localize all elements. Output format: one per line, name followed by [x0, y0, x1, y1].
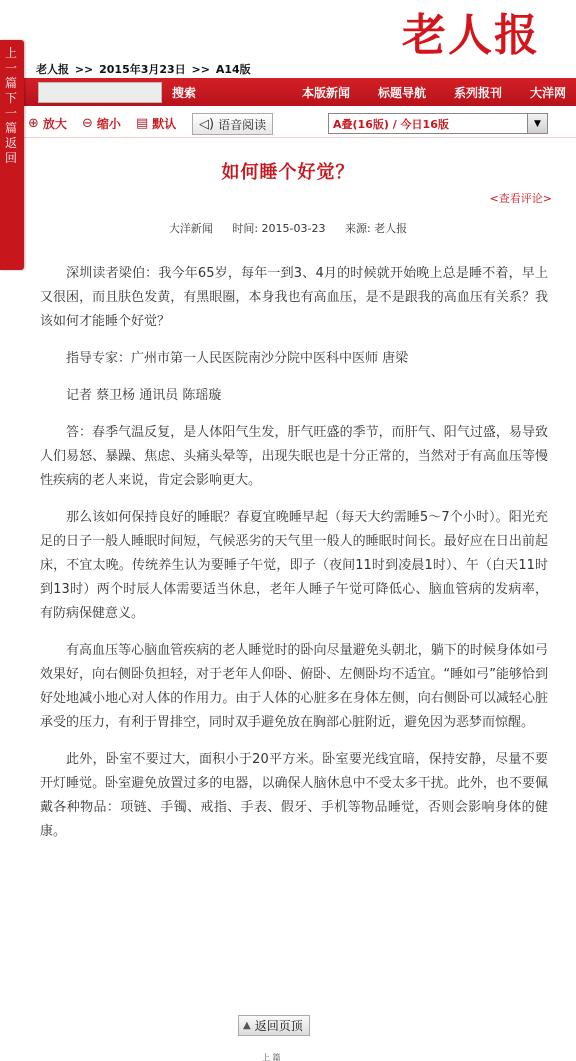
- default-size-button[interactable]: [136, 115, 176, 132]
- edition-select[interactable]: [328, 113, 548, 134]
- nav-item-dayoo[interactable]: 大洋网: [529, 86, 566, 100]
- speaker-icon: ◁): [199, 116, 215, 132]
- nav-item-series[interactable]: 系列报刊: [453, 86, 502, 100]
- breadcrumb-sep: >>: [191, 63, 210, 76]
- document-icon: ▤: [136, 116, 149, 131]
- article-toolbar: [24, 110, 576, 138]
- default-size-label: 默认: [152, 117, 177, 131]
- nav-item-this-page-news[interactable]: 本版新闻: [301, 86, 350, 100]
- article-paragraph: 指导专家：广州市第一人民医院南沙分院中医科中医师 唐梁: [66, 351, 409, 366]
- breadcrumb-paper[interactable]: 老人报: [36, 63, 69, 76]
- edition-selected-value: A叠(16版) / 今日16版: [333, 117, 449, 131]
- zoom-in-label: 放大: [42, 117, 67, 131]
- meta-time: 时间: 2015-03-23: [232, 222, 326, 235]
- side-nav-tab[interactable]: [0, 40, 24, 270]
- zoom-out-button[interactable]: [82, 115, 121, 132]
- article-paragraph: 记者 蔡卫杨 通讯员 陈瑶璇: [66, 388, 222, 403]
- breadcrumb-date[interactable]: 2015年3月23日: [99, 63, 186, 76]
- side-tab-label: 上一篇 下一篇 返回: [5, 46, 18, 165]
- page-header: [0, 0, 576, 78]
- newspaper-logo: 老人报: [402, 10, 540, 61]
- zoom-out-label: 缩小: [96, 117, 121, 131]
- search-button[interactable]: 搜索: [172, 86, 197, 100]
- article-paragraph: 深圳读者梁伯：我今年65岁，每年一到3、4月的时候就开始晚上总是睡不着，早上又很困，而且肤色发黄，有黑眼圈，本身我也有高血压，是不是跟我的高血压有关系？我该如何才能睡个好觉？: [40, 266, 548, 329]
- zoom-in-button[interactable]: [28, 115, 67, 132]
- nav-items: [302, 84, 566, 101]
- article-paragraph: 此外，卧室不要过大，面积小于20平方米。卧室要光线宜暗，保持安静，尽量不要开灯睡觉。卧室避免放置过多的电器，以确保人脑休息中不受太多干扰。此外，也不要佩戴各种物品：项链、手镯、戒指、手表、假牙、手机等物品睡觉，否则会影响身体的健康。: [40, 752, 548, 839]
- breadcrumb: [36, 61, 253, 77]
- arrow-up-icon: ▲: [243, 1020, 251, 1031]
- main-navbar: [24, 78, 576, 106]
- article-title: 如何睡个好觉？: [221, 162, 355, 183]
- back-to-top-label: 返回页顶: [254, 1019, 303, 1033]
- meta-source: 来源: 老人报: [344, 222, 408, 235]
- article-body: [40, 262, 548, 857]
- zoom-in-icon: ⊕: [28, 116, 39, 131]
- chevron-down-icon[interactable]: ▼: [527, 114, 547, 133]
- footer-partial-text: 上 篇: [262, 1053, 281, 1061]
- nav-item-headline-nav[interactable]: 标题导航: [377, 86, 426, 100]
- article-meta: [0, 220, 576, 236]
- view-comments-link[interactable]: <查看评论>: [489, 192, 552, 205]
- read-aloud-label: 语音阅读: [218, 117, 267, 132]
- zoom-out-icon: ⊖: [82, 116, 93, 131]
- article-paragraph: 有高血压等心脑血管疾病的老人睡觉时的卧向尽量避免头朝北，躺下的时候身体如弓效果好，向右侧卧负担轻，对于老年人仰卧、俯卧、左侧卧均不适宜。“睡如弓”能够恰到好处地减小地心对人体的作用力。由于人体的心脏多在身体左侧，向右侧卧可以减轻心脏承受的压力，有利于胃排空，同时双手避免放在胸部心脏附近，避免因为恶梦而惊醒。: [40, 643, 548, 730]
- breadcrumb-page[interactable]: A14版: [215, 63, 251, 76]
- search-input[interactable]: [38, 82, 162, 103]
- breadcrumb-sep: >>: [74, 63, 94, 76]
- back-to-top-button[interactable]: [238, 1015, 310, 1036]
- read-aloud-button[interactable]: [192, 113, 273, 135]
- article-paragraph: 那么该如何保持良好的睡眠？春夏宜晚睡早起（每天大约需睡5～7个小时）。阳光充足的日子一般人睡眠时间短，气候恶劣的天气里一般人的睡眠时间长。最好应在日出前起床，不宜太晚。传统养生认为要睡子午觉，即子（夜间11时到凌晨1时）、午（白天11时到13时）两个时辰人体需要适当休息，老年人睡子午觉可降低心、脑血管病的发病率，有防病保健意义。: [40, 510, 548, 621]
- article-paragraph: 答：春季气温反复，是人体阳气生发，肝气旺盛的季节，而肝气、阳气过盛，易导致人们易怒、暴躁、焦虑、头痛头晕等，出现失眠也是十分正常的，当然对于有高血压等慢性疾病的老人来说，肯定会影响更大。: [40, 425, 548, 488]
- meta-source-site: 大洋新闻: [168, 222, 213, 235]
